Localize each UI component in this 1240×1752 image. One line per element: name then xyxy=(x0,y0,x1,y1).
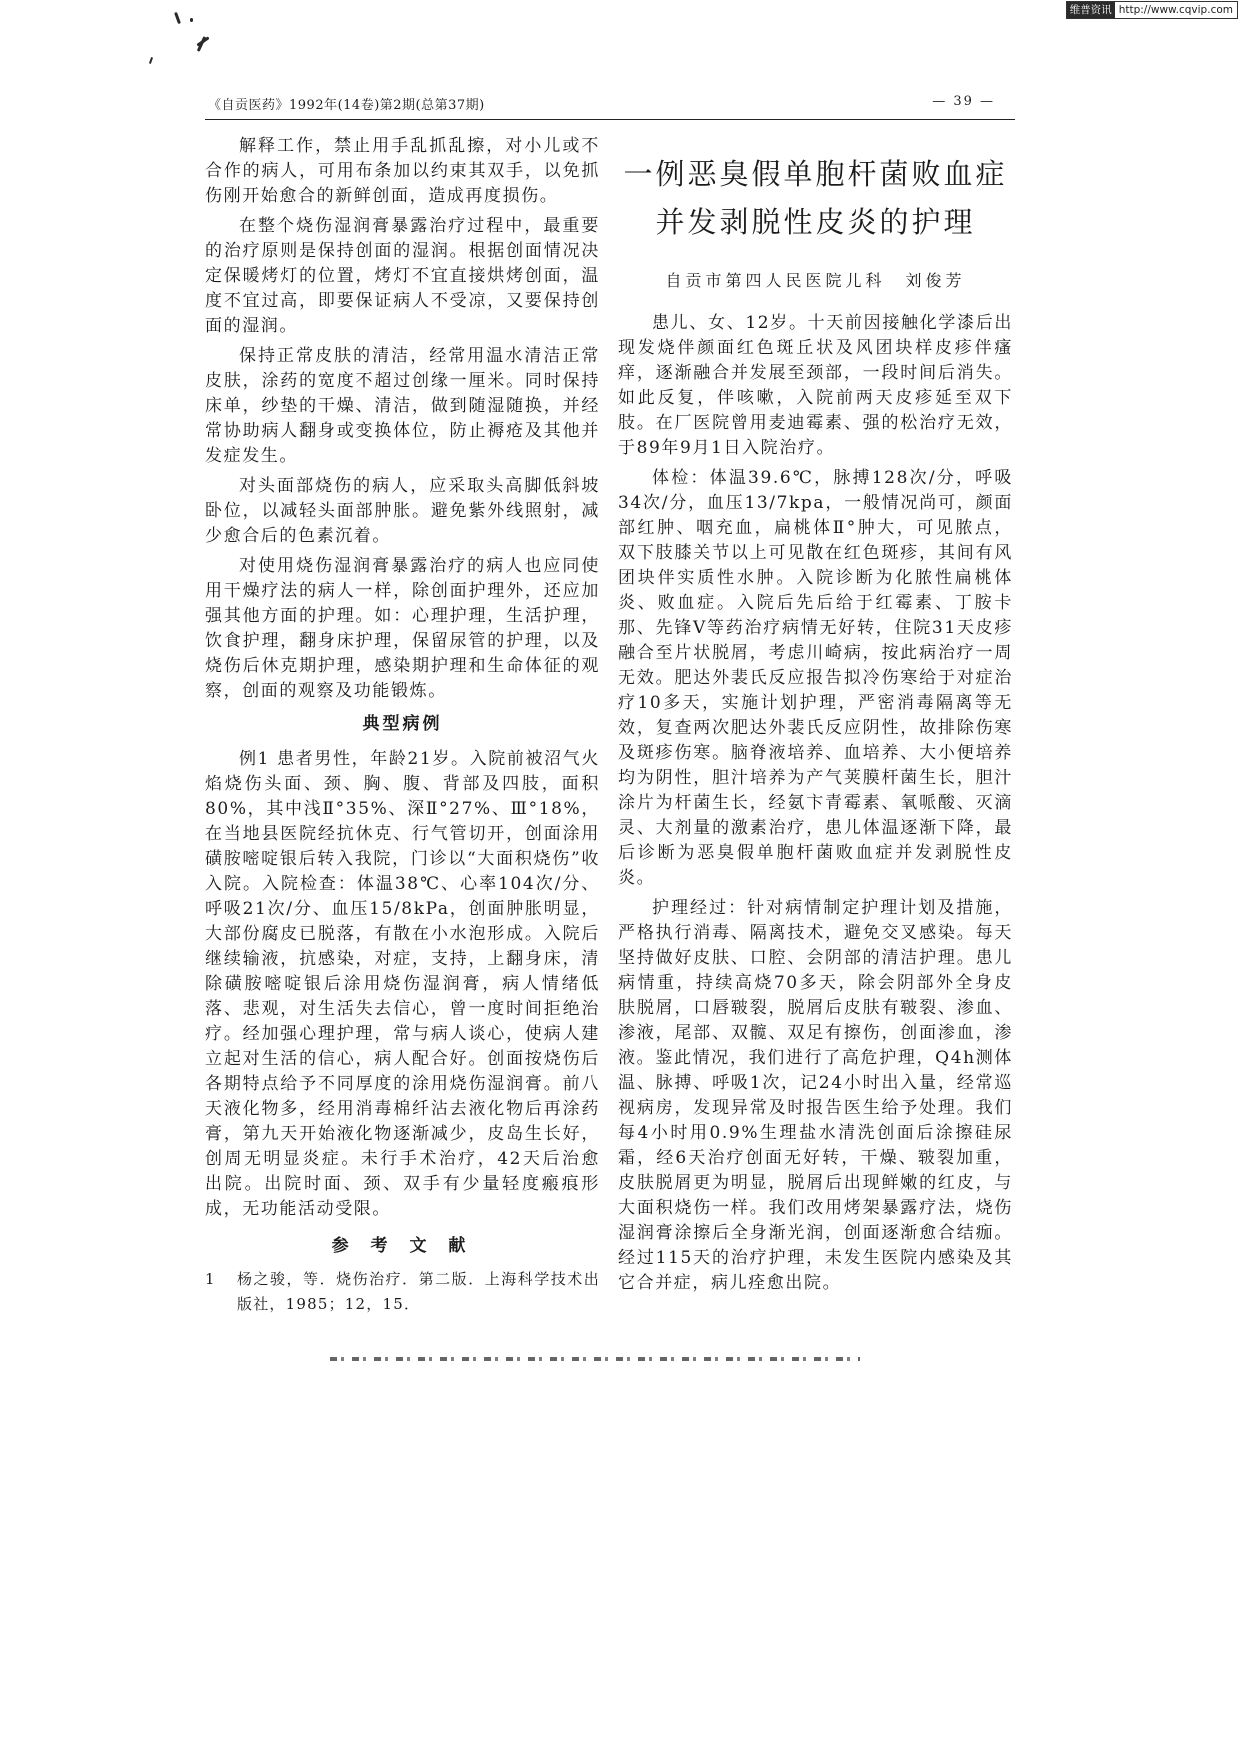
watermark-brand: 维普资讯 xyxy=(1067,2,1115,18)
article-title-line-2: 并发剥脱性皮炎的护理 xyxy=(655,205,976,239)
article-paragraph: 护理经过：针对病情制定护理计划及措施，严格执行消毒、隔离技术，避免交叉感染。每天坚持做好皮肤、口腔、会阴部的清洁护理。患儿病情重，持续高烧70多天，除会阴部外全身皮肤脱屑，口唇皲裂，脱屑后皮肤有皲裂、渗血、渗液，尾部、双髋、双足有擦伤，创面渗血，渗液。鉴此情况，我们进行了高危护理，Q4h测体温、脉搏、呼吸1次，记24小时出入量，经常巡视病房，发现异常及时报告医生给予处理。我们每4小时用0.9%生理盐水清洗创面后涂擦硅尿霜，经6天治疗创面无好转，干燥、皲裂加重，皮肤脱屑更为明显，脱屑后出现鲜嫩的红皮，与大面积烧伤一样。我们改用烤架暴露疗法，烧伤湿润膏涂擦后全身渐光润，创面逐渐愈合结痂。经过115天的治疗护理，未发生医院内感染及其它合并症，病儿痊愈出院。 xyxy=(618,898,1013,1293)
article-title-line-1: 一例恶臭假单胞杆菌败血症 xyxy=(623,157,1008,191)
scan-mark xyxy=(174,12,181,24)
body-paragraph: 对头面部烧伤的病人，应采取头高脚低斜坡卧位，以减轻头面部肿胀。避免紫外线照射，减少愈合后的色素沉着。 xyxy=(205,476,600,546)
case-paragraph: 例1 患者男性，年龄21岁。入院前被沼气火焰烧伤头面、颈、胸、腹、背部及四肢，面积80%，其中浅Ⅱ°35%、深Ⅱ°27%、Ⅲ°18%，在当地县医院经抗休克、行气管切开，创面涂用磺胺嘧啶银后转入我院，门诊以“大面积烧伤”收入院。入院检查：体温38℃、心率104次/分、呼吸21次/分、血压15/8kPa，创面肿胀明显，大部份腐皮已脱落，有散在小水泡形成。入院后继续输液，抗感染，对症，支持，上翻身床，清除磺胺嘧啶银后涂用烧伤湿润膏，病人情绪低落、悲观，对生活失去信心，曾一度时间拒绝治疗。经加强心理护理，常与病人谈心，使病人建立起对生活的信心，病人配合好。创面按烧伤后各期特点给予不同厚度的涂用烧伤湿润膏。前八天液化物多，经用消毒棉纤沾去液化物后再涂药膏，第九天开始液化物逐渐减少，皮岛生长好，创周无明显炎症。未行手术治疗，42天后治愈出院。出院时面、颈、双手有少量轻度瘢痕形成，无功能活动受限。 xyxy=(205,749,600,1219)
reference-text: 杨之骏，等．烧伤治疗．第二版．上海科学技术出版社，1985；12，15． xyxy=(237,1270,600,1313)
body-paragraph: 对使用烧伤湿润膏暴露治疗的病人也应同使用干燥疗法的病人一样，除创面护理外，还应加强其他方面的护理。如：心理护理，生活护理，饮食护理，翻身床护理，保留尿管的护理，以及烧伤后休克期护理，感染期护理和生命体征的观察，创面的观察及功能锻炼。 xyxy=(205,556,600,701)
watermark-url: http://www.cqvip.com xyxy=(1118,4,1233,16)
header-rule xyxy=(205,119,1015,120)
scan-mark xyxy=(190,18,193,22)
body-paragraph: 保持正常皮肤的清洁，经常用温水清洁正常皮肤，涂药的宽度不超过创缘一厘米。同时保持床单，纱垫的干燥、清洁，做到随湿随换，并经常协助病人翻身或变换体位，防止褥疮及其他并发症发生。 xyxy=(205,346,600,466)
article-paragraph: 患儿、女、12岁。十天前因接触化学漆后出现发烧伴颜面红色斑丘状及风团块样皮疹伴瘙痒，逐渐融合并发展至颈部，一段时间后消失。如此反复，伴咳嗽，入院前两天皮疹延至双下肢。在厂医院曾用麦迪霉素、强的松治疗无效，于89年9月1日入院治疗。 xyxy=(618,313,1013,458)
watermark xyxy=(1066,1,1238,19)
reference-item xyxy=(205,1267,600,1317)
running-header xyxy=(208,94,1013,114)
scan-mark xyxy=(149,57,153,64)
body-paragraph: 在整个烧伤湿润膏暴露治疗过程中，最重要的治疗原则是保持创面的湿润。根据创面情况决定保暖烤灯的位置，烤灯不宜直接烘烤创面，温度不宜过高，即要保证病人不受凉，又要保持创面的湿润。 xyxy=(205,216,600,336)
reference-number: 1 xyxy=(205,1270,216,1288)
right-column xyxy=(618,150,1013,1301)
left-column xyxy=(205,134,600,1317)
body-paragraph: 解释工作，禁止用手乱抓乱擦，对小儿或不合作的病人，可用布条加以约束其双手，以免抓伤刚开始愈合的新鲜创面，造成再度损伤。 xyxy=(205,136,600,206)
section-heading: 典型病例 xyxy=(362,714,443,734)
scan-noise-line xyxy=(330,1357,860,1361)
author-byline: 自贡市第四人民医院儿科 刘俊芳 xyxy=(665,271,966,290)
article-paragraph: 体检：体温39.6℃，脉搏128次/分，呼吸34次/分，血压13/7kpa，一般情况尚可，颜面部红肿、咽充血，扁桃体Ⅱ°肿大，可见脓点，双下肢膝关节以上可见散在红色斑疹，其间有风团块伴实质性水肿。入院诊断为化脓性扁桃体炎、败血症。入院后先后给于红霉素、丁胺卡那、先锋Ⅴ等药治疗病情无好转，住院31天皮疹融合至片状脱屑，考虑川崎病，按此病治疗一周无效。肥达外裴氏反应报告拟冷伤寒给于对症治疗10多天，实施计划护理，严密消毒隔离等无效，复查两次肥达外裴氏反应阴性，故排除伤寒及斑疹伤寒。脑脊液培养、血培养、大小便培养均为阴性，胆汁培养为产气荚膜杆菌生长，胆汁涂片为杆菌生长，经氨卞青霉素、氧哌酸、灭滴灵、大剂量的激素治疗，患儿体温逐渐下降，最后诊断为恶臭假单胞杆菌败血症并发剥脱性皮炎。 xyxy=(618,468,1013,888)
references-heading: 参 考 文 献 xyxy=(331,1236,474,1256)
journal-citation: 《自贡医药》1992年(14卷)第2期(总第37期) xyxy=(208,98,485,113)
page-number: — 39 — xyxy=(932,94,995,109)
